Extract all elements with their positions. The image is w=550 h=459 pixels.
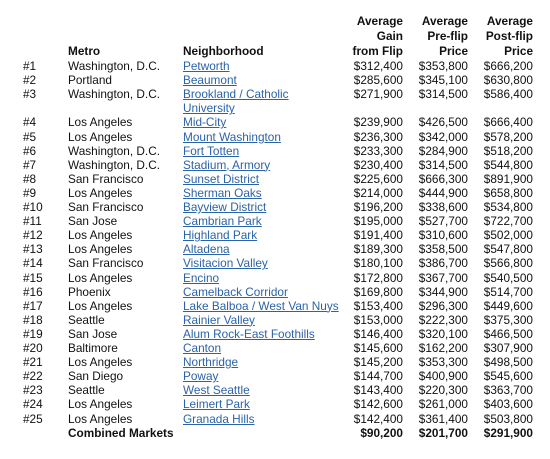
post-flip-cell: $514,700: [483, 284, 533, 299]
rank-cell: #2: [23, 73, 37, 88]
metro-cell: San Francisco: [68, 171, 144, 186]
gain-cell: $143,400: [353, 383, 403, 398]
header-row-1: [0, 14, 550, 28]
neighborhood-link[interactable]: Petworth: [183, 59, 230, 73]
gain-cell: $142,400: [353, 411, 403, 426]
gain-cell: $239,900: [353, 115, 403, 130]
post-flip-cell: $403,600: [483, 397, 533, 412]
table-row: [0, 214, 550, 228]
rank-cell: #8: [23, 171, 37, 186]
table-row: [0, 242, 550, 256]
table-row: [0, 87, 550, 101]
pre-flip-cell: $666,300: [418, 171, 468, 186]
metro-cell: Washington, D.C.: [68, 157, 161, 172]
neighborhood-link[interactable]: Mount Washington: [183, 129, 281, 144]
combined-label: Combined Markets: [68, 425, 174, 440]
table-row: [0, 271, 550, 285]
post-flip-cell: $666,200: [483, 59, 533, 73]
post-flip-cell: $375,300: [483, 312, 533, 327]
metro-cell: Los Angeles: [68, 411, 133, 426]
post-flip-cell: $498,500: [483, 355, 533, 370]
post-flip-cell: $449,600: [483, 298, 533, 313]
neighborhood-header: Neighborhood: [183, 44, 264, 58]
neighborhood-link[interactable]: Alum Rock-East Foothills: [183, 326, 315, 341]
neighborhood-link-continuation[interactable]: University: [183, 101, 235, 116]
neighborhood-link[interactable]: Sherman Oaks: [183, 185, 262, 200]
table-row: [0, 73, 550, 87]
pre-flip-cell: $386,700: [418, 256, 468, 271]
post-flip-cell: $586,400: [483, 87, 533, 102]
post-header-3: Price: [504, 44, 533, 58]
gain-cell: $153,000: [353, 312, 403, 327]
table-row: [0, 115, 550, 129]
rank-cell: #21: [23, 355, 43, 370]
gain-header-1: Average: [356, 14, 403, 28]
combined-row: [0, 426, 550, 440]
neighborhood-link[interactable]: Canton: [183, 341, 222, 355]
rank-cell: #7: [23, 157, 37, 172]
rank-cell: #15: [23, 270, 43, 285]
neighborhood-link[interactable]: Beaumont: [183, 73, 237, 88]
rank-cell: #18: [23, 312, 43, 327]
post-flip-cell: $544,800: [483, 157, 533, 172]
post-flip-cell: $307,900: [483, 341, 533, 355]
rank-cell: #16: [23, 284, 43, 299]
header-row-2: [0, 29, 550, 43]
pre-flip-cell: $338,600: [418, 200, 468, 214]
rank-cell: #11: [23, 214, 42, 229]
rank-cell: #23: [23, 383, 43, 398]
metro-cell: San Jose: [68, 326, 118, 341]
neighborhood-link[interactable]: Visitacion Valley: [183, 256, 268, 271]
neighborhood-link[interactable]: West Seattle: [183, 383, 250, 398]
table-row: [0, 130, 550, 144]
metro-cell: Los Angeles: [68, 185, 133, 200]
neighborhood-link[interactable]: Camelback Corridor: [183, 284, 288, 299]
metro-header: Metro: [68, 44, 101, 58]
pre-flip-cell: $345,100: [418, 73, 468, 88]
combined-gain: $90,200: [360, 425, 403, 440]
rank-cell: #14: [23, 256, 43, 271]
rank-cell: #20: [23, 341, 43, 355]
pre-header-2: Pre-flip: [427, 29, 468, 43]
gain-cell: $233,300: [353, 143, 403, 158]
post-flip-cell: $658,800: [483, 185, 533, 200]
rank-cell: #4: [23, 115, 37, 130]
gain-cell: $285,600: [353, 73, 403, 88]
post-flip-cell: $547,800: [483, 242, 533, 257]
table-row: [0, 144, 550, 158]
metro-cell: Los Angeles: [68, 115, 133, 130]
metro-cell: Los Angeles: [68, 397, 133, 412]
table-row: [0, 327, 550, 341]
combined-post: $291,900: [483, 425, 533, 440]
rank-cell: #24: [23, 397, 43, 412]
table-row: [0, 299, 550, 313]
pre-flip-cell: $367,700: [418, 270, 468, 285]
gain-cell: $214,000: [353, 185, 403, 200]
table-row: [0, 369, 550, 383]
table-row: [0, 200, 550, 214]
metro-cell: Los Angeles: [68, 355, 133, 370]
table-row: [0, 383, 550, 397]
rank-cell: #25: [23, 411, 43, 426]
pre-header-3: Price: [439, 44, 468, 58]
gain-cell: $153,400: [353, 298, 403, 313]
rank-cell: #13: [23, 242, 43, 257]
table-row: [0, 172, 550, 186]
metro-cell: Baltimore: [68, 341, 118, 355]
neighborhood-link[interactable]: Poway: [183, 369, 219, 384]
metro-cell: San Francisco: [68, 200, 144, 214]
rank-cell: #3: [23, 87, 37, 102]
table-row-continuation: [0, 101, 550, 115]
metro-cell: Portland: [68, 73, 112, 88]
pre-flip-cell: $314,500: [418, 87, 468, 102]
rank-cell: #6: [23, 143, 37, 158]
neighborhood-link[interactable]: Leimert Park: [183, 397, 250, 412]
rank-cell: #10: [23, 200, 43, 214]
gain-cell: $196,200: [353, 200, 403, 214]
rank-cell: #12: [23, 228, 43, 243]
metro-cell: San Diego: [68, 369, 124, 384]
gain-cell: $312,400: [353, 59, 403, 73]
metro-cell: San Francisco: [68, 256, 144, 271]
pre-flip-cell: $444,900: [418, 185, 468, 200]
post-flip-cell: $363,700: [483, 383, 533, 398]
pre-flip-cell: $222,300: [418, 312, 468, 327]
neighborhood-link[interactable]: Stadium, Armory: [183, 157, 271, 172]
table-row: [0, 412, 550, 426]
rank-cell: #19: [23, 326, 43, 341]
pre-flip-cell: $361,400: [418, 411, 468, 426]
gain-cell: $180,100: [353, 256, 403, 271]
pre-flip-cell: $342,000: [418, 129, 468, 144]
pre-flip-cell: $358,500: [418, 242, 468, 257]
neighborhood-link[interactable]: Rainier Valley: [183, 312, 255, 327]
rank-cell: #17: [23, 298, 43, 313]
table-row: [0, 285, 550, 299]
metro-cell: Seattle: [68, 383, 105, 398]
pre-flip-cell: $353,300: [418, 355, 468, 370]
gain-cell: $230,400: [353, 157, 403, 172]
neighborhood-link[interactable]: Bayview District: [183, 200, 267, 214]
table-row: [0, 228, 550, 242]
table-row: [0, 256, 550, 270]
table-row: [0, 158, 550, 172]
gain-cell: $191,400: [353, 228, 403, 243]
neighborhood-link[interactable]: Granada Hills: [183, 411, 255, 426]
table-row: [0, 59, 550, 73]
post-flip-cell: $891,900: [483, 171, 533, 186]
neighborhood-link[interactable]: Northridge: [183, 355, 239, 370]
post-flip-cell: $666,400: [483, 115, 533, 130]
pre-flip-cell: $310,600: [418, 228, 468, 243]
table-row: [0, 313, 550, 327]
post-flip-cell: $534,800: [483, 200, 533, 214]
rank-cell: #9: [23, 185, 37, 200]
post-flip-cell: $518,200: [483, 143, 533, 158]
gain-cell: $271,900: [353, 87, 403, 102]
post-flip-cell: $540,500: [483, 270, 533, 285]
gain-cell: $225,600: [353, 171, 403, 186]
pre-flip-cell: $284,900: [418, 143, 468, 158]
rank-cell: #5: [23, 129, 37, 144]
pre-header-1: Average: [421, 14, 468, 28]
metro-cell: Phoenix: [68, 284, 111, 299]
pre-flip-cell: $261,000: [418, 397, 468, 412]
pre-flip-cell: $220,300: [418, 383, 468, 398]
gain-header-2: Gain: [376, 29, 403, 43]
pre-flip-cell: $527,700: [418, 214, 468, 229]
gain-cell: $145,600: [353, 341, 403, 355]
post-flip-cell: $466,500: [483, 326, 533, 341]
post-header-2: Post-flip: [485, 29, 533, 43]
pre-flip-cell: $296,300: [418, 298, 468, 313]
neighborhood-link[interactable]: Encino: [183, 270, 220, 285]
neighborhood-link[interactable]: Fort Totten: [183, 143, 240, 158]
gain-cell: $169,800: [353, 284, 403, 299]
pre-flip-cell: $426,500: [418, 115, 468, 130]
gain-cell: $195,000: [353, 214, 403, 229]
gain-cell: $189,300: [353, 242, 403, 257]
gain-cell: $145,200: [353, 355, 403, 370]
gain-cell: $142,600: [353, 397, 403, 412]
metro-cell: Los Angeles: [68, 270, 133, 285]
post-flip-cell: $566,800: [483, 256, 533, 271]
header-row-3: [0, 44, 550, 58]
gain-header-3: from Flip: [352, 44, 403, 58]
neighborhood-link[interactable]: Highland Park: [183, 228, 258, 243]
metro-cell: Washington, D.C.: [68, 59, 161, 73]
neighborhood-link[interactable]: Sunset District: [183, 171, 260, 186]
post-flip-cell: $502,000: [483, 228, 533, 243]
post-flip-cell: $578,200: [483, 129, 533, 144]
pre-flip-cell: $314,500: [418, 157, 468, 172]
gain-cell: $172,800: [353, 270, 403, 285]
pre-flip-cell: $320,100: [418, 326, 468, 341]
neighborhood-link[interactable]: Lake Balboa / West Van Nuys: [183, 298, 339, 313]
metro-cell: Los Angeles: [68, 129, 133, 144]
metro-cell: San Jose: [68, 214, 118, 229]
post-flip-cell: $503,800: [483, 411, 533, 426]
neighborhood-link[interactable]: Altadena: [183, 242, 230, 257]
pre-flip-cell: $400,900: [418, 369, 468, 384]
neighborhood-link[interactable]: Mid-City: [183, 115, 227, 130]
metro-cell: Seattle: [68, 312, 105, 327]
rank-cell: #1: [23, 59, 37, 73]
neighborhood-link[interactable]: Cambrian Park: [183, 214, 262, 229]
combined-pre: $201,700: [418, 425, 468, 440]
pre-flip-cell: $353,800: [418, 59, 468, 73]
gain-cell: $144,700: [353, 369, 403, 384]
metro-cell: Washington, D.C.: [68, 143, 161, 158]
pre-flip-cell: $162,200: [418, 341, 468, 355]
metro-cell: Washington, D.C.: [68, 87, 161, 102]
table-row: [0, 341, 550, 355]
table-row: [0, 397, 550, 411]
rank-cell: #22: [23, 369, 43, 384]
metro-cell: Los Angeles: [68, 298, 133, 313]
metro-cell: Los Angeles: [68, 242, 133, 257]
post-header-1: Average: [486, 14, 533, 28]
pre-flip-cell: $344,900: [418, 284, 468, 299]
neighborhood-link[interactable]: Brookland / Catholic: [183, 87, 289, 102]
gain-cell: $236,300: [353, 129, 403, 144]
table-row: [0, 186, 550, 200]
post-flip-cell: $545,600: [483, 369, 533, 384]
table-row: [0, 355, 550, 369]
gain-cell: $146,400: [353, 326, 403, 341]
post-flip-cell: $722,700: [483, 214, 533, 229]
metro-cell: Los Angeles: [68, 228, 133, 243]
post-flip-cell: $630,800: [483, 73, 533, 88]
